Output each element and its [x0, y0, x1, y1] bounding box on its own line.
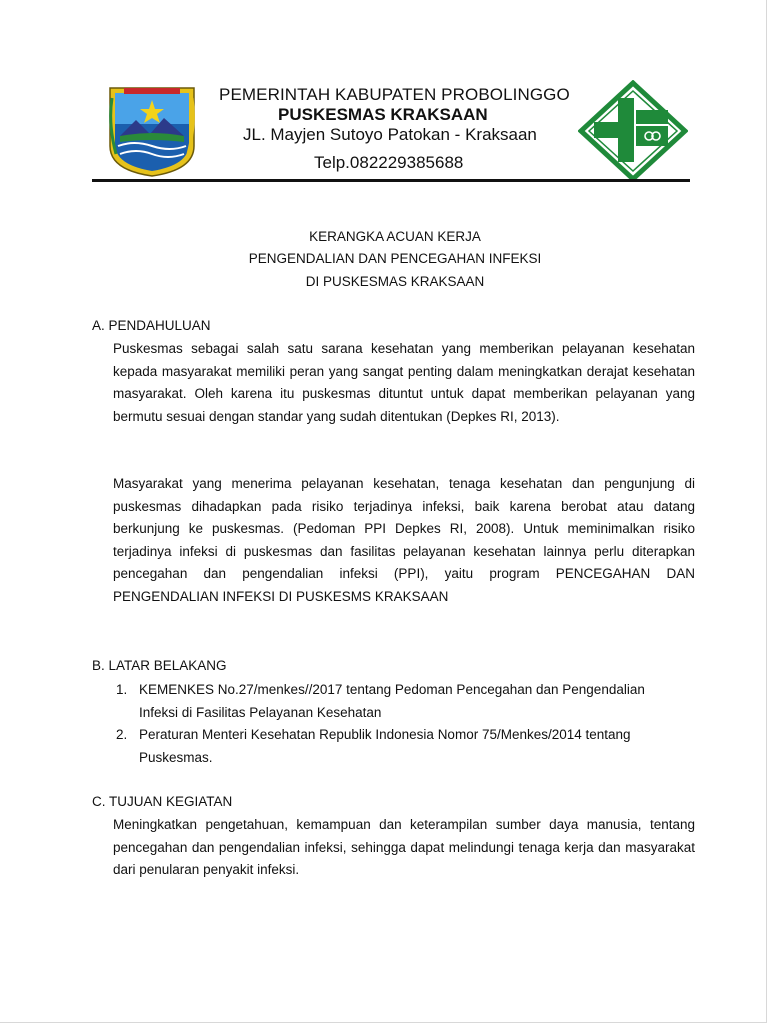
letterhead-institution: PUSKESMAS KRAKSAAN — [278, 105, 488, 124]
list-item-number: 1. — [116, 682, 128, 697]
letterhead-divider — [92, 179, 690, 182]
document-title-line1: KERANGKA ACUAN KERJA — [309, 229, 481, 244]
letterhead-phone: Telp.082229385688 — [314, 153, 464, 172]
section-a-heading: A. PENDAHULUAN — [92, 318, 211, 333]
section-b-list — [113, 679, 673, 769]
document-title-line3: DI PUSKESMAS KRAKSAAN — [305, 274, 485, 289]
list-item — [113, 679, 673, 724]
section-b-heading: B. LATAR BELAKANG — [92, 658, 227, 673]
section-a-paragraph-1: Puskesmas sebagai salah satu sarana kesehatan yang memberikan pelayanan kesehatan kepada masyarakat memiliki peran yang sangat penting dalam meningkatkan derajat kesehatan masyarakat. Oleh karena itu puskesmas dituntut untuk dapat memberikan pelayanan yang bermutu sesuai dengan standar yang sudah ditentukan (Depkes RI, 2013). — [113, 341, 695, 424]
section-a-paragraph-2: Masyarakat yang menerima pelayanan kesehatan, tenaga kesehatan dan pengunjung di puskesmas dihadapkan pada risiko terjadinya infeksi, baik karena berobat atau datang berkunjung ke puskesmas. (Pedoman PPI Depkes RI, 2008). Untuk meminimalkan risiko terjadinya infeksi di puskesmas dan fasilitas pelayanan kesehatan lainnya perlu diterapkan pencegahan dan pengendalian infeksi (PPI), yaitu program PENCEGAHAN DAN PENGENDALIAN INFEKSI DI PUSKESMS KRAKSAAN — [113, 476, 695, 604]
list-item — [113, 724, 673, 769]
letterhead-government: PEMERINTAH KABUPATEN PROBOLINGGO — [219, 85, 570, 104]
puskesmas-cross-icon — [578, 80, 688, 182]
section-c-heading: C. TUJUAN KEGIATAN — [92, 794, 233, 809]
document-title-line2: PENGENDALIAN DAN PENCEGAHAN INFEKSI — [248, 251, 542, 266]
list-item-text: KEMENKES No.27/menkes//2017 tentang Pedoman Pencegahan dan Pengendalian Infeksi di Fasilitas Pelayanan Kesehatan — [139, 682, 645, 720]
list-item-text: Peraturan Menteri Kesehatan Republik Indonesia Nomor 75/Menkes/2014 tentang Puskesmas. — [139, 727, 631, 765]
letterhead-address: JL. Mayjen Sutoyo Patokan - Kraksaan — [243, 125, 537, 144]
probolinggo-crest-icon — [106, 84, 198, 178]
section-c-paragraph-1: Meningkatkan pengetahuan, kemampuan dan keterampilan sumber daya manusia, tentang pencegahan dan pengendalian infeksi, sehingga dapat melindungi tenaga kerja dan masyarakat dari penularan penyakit infeksi. — [113, 817, 695, 877]
list-item-number: 2. — [116, 727, 128, 742]
